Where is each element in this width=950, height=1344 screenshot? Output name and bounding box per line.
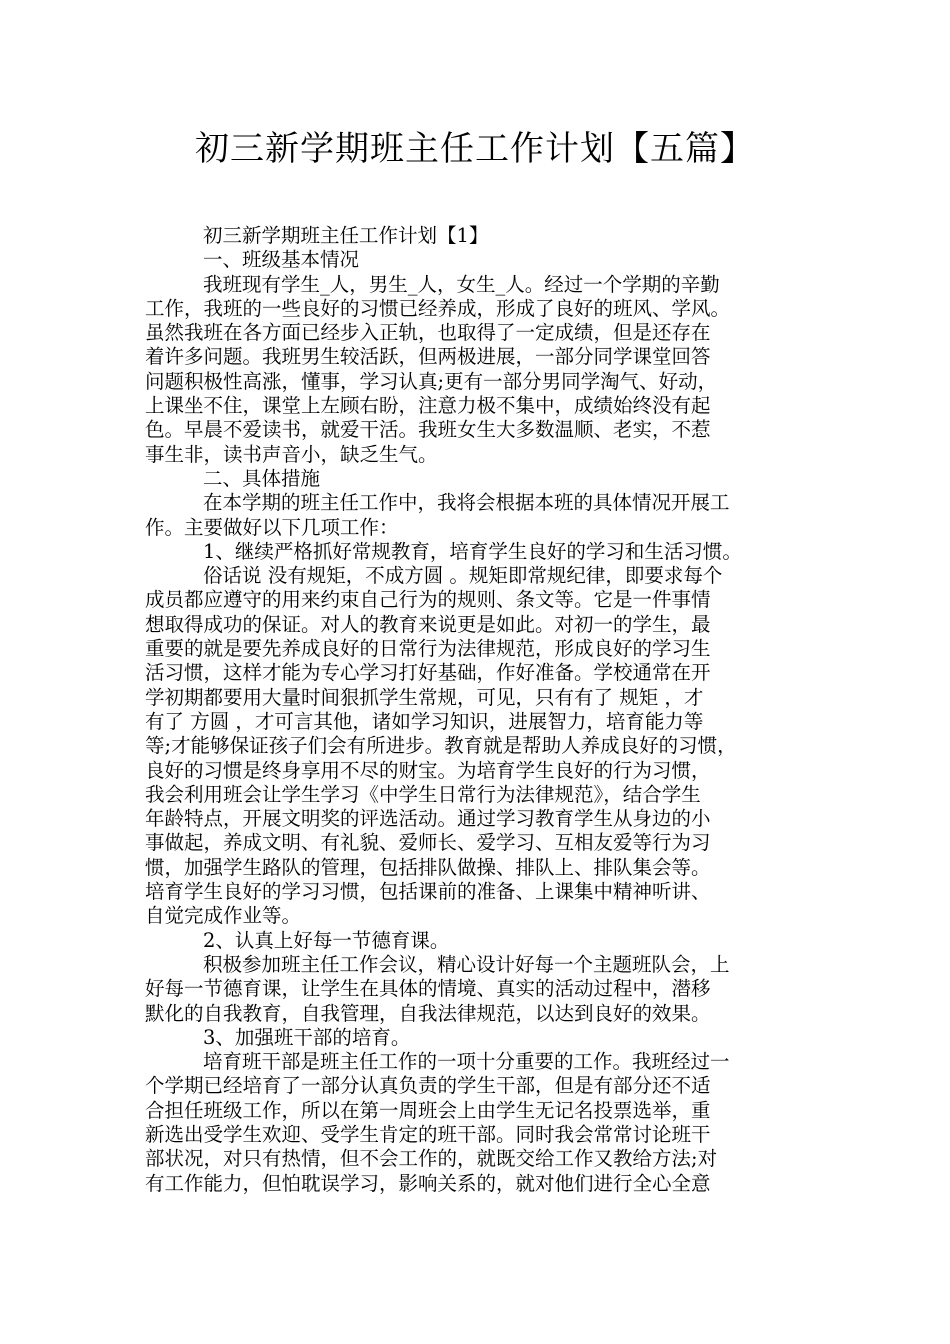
text-line: 成员都应遵守的用来约束自己行为的规则、条文等。它是一件事情 xyxy=(145,588,711,612)
text-line: 事做起，养成文明、有礼貌、爱师长、爱学习、互相友爱等行为习 xyxy=(145,831,711,855)
text-line: 二、具体措施 xyxy=(203,466,321,490)
text-line: 惯，加强学生路队的管理，包括排队做操、排队上、排队集会等。 xyxy=(145,855,711,879)
text-line: 在本学期的班主任工作中，我将会根据本班的具体情况开展工 xyxy=(203,491,730,515)
text-line: 活习惯，这样才能为专心学习打好基础，作好准备。学校通常在开 xyxy=(145,661,711,685)
text-line: 良好的习惯是终身享用不尽的财宝。为培育学生良好的行为习惯， xyxy=(145,758,711,782)
text-line: 一、班级基本情况 xyxy=(203,248,360,272)
text-line: 3、加强班干部的培育。 xyxy=(203,1025,411,1049)
text-line: 俗话说 没有规矩，不成方圆 。规矩即常规纪律，即要求每个 xyxy=(203,564,723,588)
text-line: 问题积极性高涨，懂事，学习认真;更有一部分男同学淘气、好动， xyxy=(145,369,718,393)
text-line: 等;才能够保证孩子们会有所进步。教育就是帮助人养成良好的习惯， xyxy=(145,734,737,758)
document-title: 初三新学期班主任工作计划【五篇】 xyxy=(195,129,755,169)
text-line: 新选出受学生欢迎、受学生肯定的班干部。同时我会常常讨论班干 xyxy=(145,1122,711,1146)
text-line: 重要的就是要先养成良好的日常行为法律规范，形成良好的学习生 xyxy=(145,637,711,661)
text-line: 我班现有学生_人，男生_人，女生_人。经过一个学期的辛勤 xyxy=(203,272,720,296)
text-line: 部状况，对只有热情，但不会工作的，就既交给工作又教给方法;对 xyxy=(145,1147,718,1171)
text-line: 学初期都要用大量时间狠抓学生常规，可见，只有有了 规矩 ，才 xyxy=(145,685,704,709)
text-line: 想取得成功的保证。对人的教育来说更是如此。对初一的学生，最 xyxy=(145,612,711,636)
text-line: 色。早晨不爱读书，就爱干活。我班女生大多数温顺、老实，不惹 xyxy=(145,418,711,442)
text-line: 培育学生良好的学习习惯，包括课前的准备、上课集中精神听讲、 xyxy=(145,880,711,904)
text-line: 着许多问题。我班男生较活跃，但两极进展，一部分同学课堂回答 xyxy=(145,345,711,369)
text-line: 培育班干部是班主任工作的一项十分重要的工作。我班经过一 xyxy=(203,1050,730,1074)
text-line: 年龄特点，开展文明奖的评选活动。通过学习教育学生从身边的小 xyxy=(145,807,711,831)
text-line: 自觉完成作业等。 xyxy=(145,904,302,928)
text-line: 工作，我班的一些良好的习惯已经养成，形成了良好的班风、学风。 xyxy=(145,296,731,320)
text-line: 积极参加班主任工作会议，精心设计好每一个主题班队会，上 xyxy=(203,952,730,976)
text-line: 好每一节德育课，让学生在具体的情境、真实的活动过程中，潜移 xyxy=(145,977,711,1001)
text-line: 有工作能力，但怕耽误学习，影响关系的，就对他们进行全心全意 xyxy=(145,1171,711,1195)
text-line: 上课坐不住，课堂上左顾右盼，注意力极不集中，成绩始终没有起 xyxy=(145,394,711,418)
text-line: 初三新学期班主任工作计划【1】 xyxy=(203,224,489,247)
text-line: 有了 方圆 ，才可言其他，诸如学习知识，进展智力，培育能力等 xyxy=(145,709,704,733)
document-body xyxy=(145,224,810,1196)
text-line: 事生非，读书声音小，缺乏生气。 xyxy=(145,442,438,466)
text-line: 合担任班级工作，所以在第一周班会上由学生无记名投票选举，重 xyxy=(145,1098,711,1122)
text-line: 个学期已经培育了一部分认真负责的学生干部，但是有部分还不适 xyxy=(145,1074,711,1098)
text-line: 2、认真上好每一节德育课。 xyxy=(203,928,450,952)
text-line: 作。主要做好以下几项工作： xyxy=(145,515,399,539)
text-line: 虽然我班在各方面已经步入正轨，也取得了一定成绩，但是还存在 xyxy=(145,321,711,345)
text-line: 1、继续严格抓好常规教育，培育学生良好的学习和生活习惯。 xyxy=(203,539,742,563)
text-line: 默化的自我教育，自我管理，自我法律规范，以达到良好的效果。 xyxy=(145,1001,711,1025)
text-line: 我会利用班会让学生学习《中学生日常行为法律规范》，结合学生 xyxy=(145,782,701,806)
